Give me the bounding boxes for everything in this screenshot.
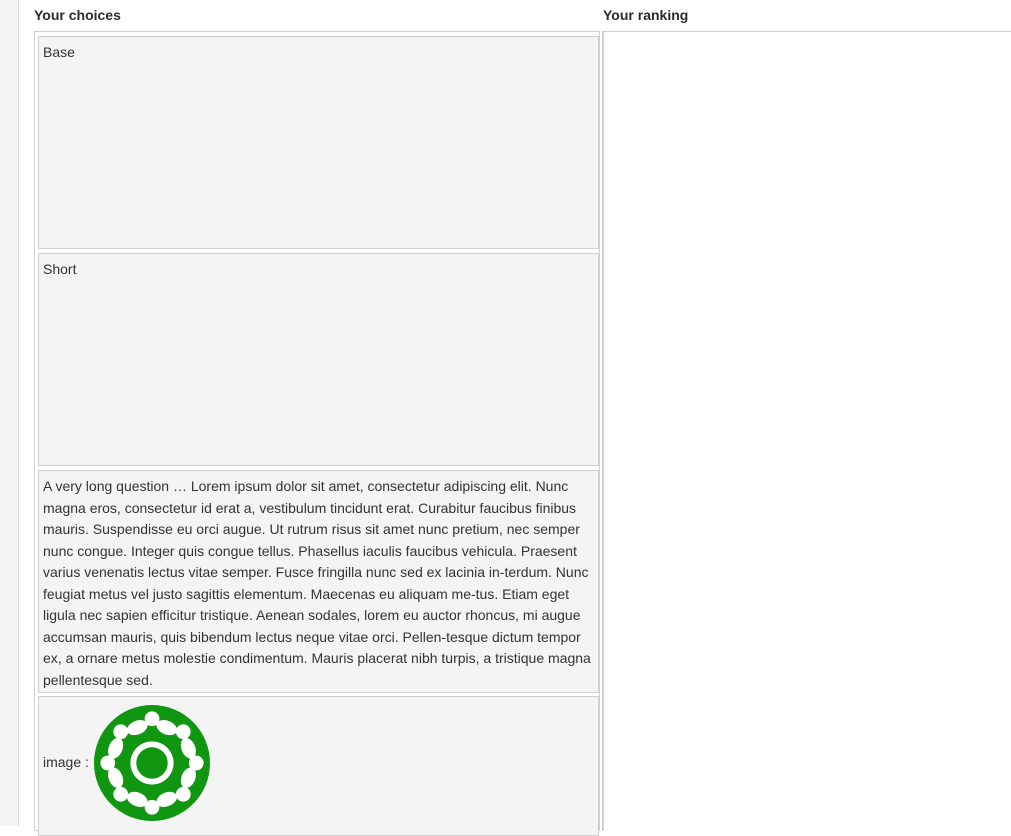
- community-circle-logo-icon: [93, 704, 211, 822]
- choice-item-image[interactable]: [38, 696, 599, 836]
- left-gutter: [0, 0, 19, 826]
- choice-label: image :: [43, 754, 89, 771]
- ranking-question: [34, 0, 1011, 826]
- choice-label: Short: [43, 261, 77, 277]
- choice-item-long-question[interactable]: [38, 470, 599, 693]
- your-ranking-heading: Your ranking: [603, 7, 689, 23]
- choice-item-short[interactable]: [38, 253, 599, 466]
- choice-item-base[interactable]: [38, 36, 599, 249]
- choice-label: Base: [43, 44, 75, 60]
- your-choices-heading: Your choices: [34, 7, 121, 23]
- choices-list[interactable]: [34, 31, 600, 831]
- choice-label: A very long question … Lorem ipsum dolor sit amet, consectetur adipiscing elit. Nunc magna eros, consectetur id erat a, vestibulum tincidunt erat. Curabitur faucibus finibus mauris. Suspendisse eu orci augue. Ut rutrum risus sit amet nunc pretium, nec semper nunc congue. Integer quis congue tellus. Phasellus iaculis faucibus vehicula. Praesent varius venenatis lectus vitae semper. Fusce fringilla nunc sed ex lacinia in-terdum. Nunc feugiat metus vel justo sagittis elementum. Maecenas eu aliquam me-tus. Etiam eget ligula nec sapien efficitur tristique. Aenean sodales, lorem eu auctor rhoncus, mi augue accumsan mauris, quis bibendum lectus neque vitae orci. Pellen-tesque dictum tempor ex, a ornare metus molestie condimentum. Mauris placerat nibh turpis, a tristique magna pellentesque sed.: [43, 478, 591, 688]
- ranking-list[interactable]: [602, 31, 1011, 831]
